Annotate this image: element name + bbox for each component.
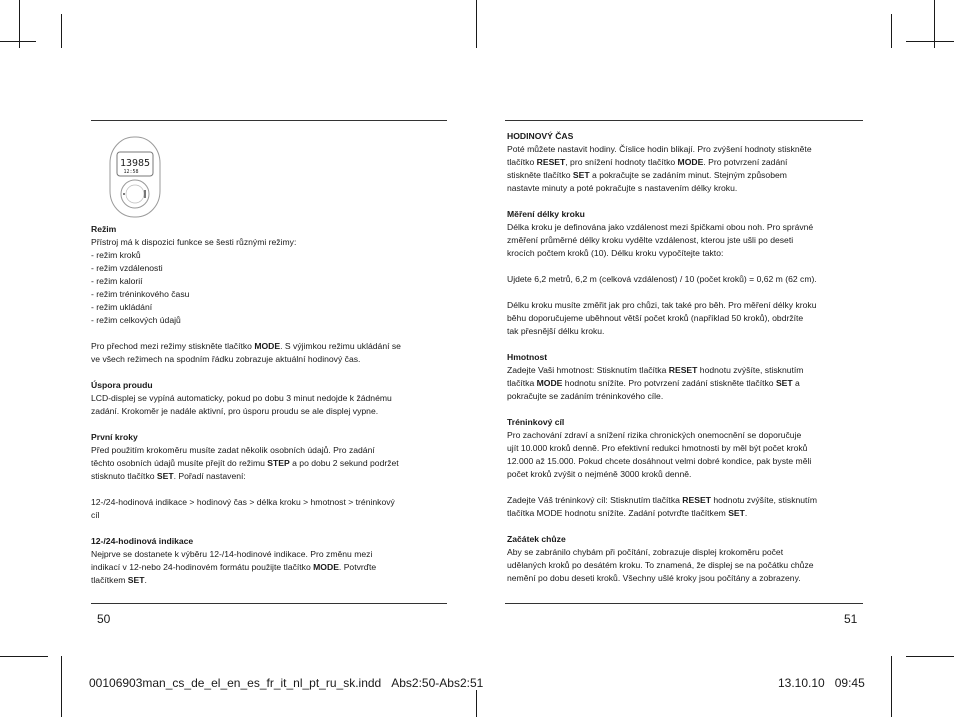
file-name: 00106903man_cs_de_el_en_es_fr_it_nl_pt_ru_sk.indd <box>89 676 382 690</box>
crop-mark <box>476 0 477 48</box>
file-slug <box>89 676 483 690</box>
time: 09:45 <box>834 676 865 690</box>
section-stride: Měření délky kroku Délka kroku je definována jako vzdálenost mezi špičkami obou noh. Pro správné změření průměrné délky kroku vydělte vzdálenost, kterou jste ušli po deseti krocích počtem kroků (10). Délku kroku vypočítejte takto: <box>507 208 867 260</box>
paragraph: Zadejte Váš tréninkový cíl: Stisknutím tlačítka RESET hodnotu zvýšíte, stisknutím tlačítka MODE hodnotu snížíte. Zadání potvrďte tlačítkem SET. <box>507 495 817 518</box>
section-title: Měření délky kroku <box>507 209 585 219</box>
paragraph: Ujdete 6,2 metrů, 6,2 m (celková vzdálenost) / 10 (počet kroků) = 0,62 m (62 cm). <box>507 274 817 284</box>
section-title: Úspora proudu <box>91 380 153 390</box>
crop-mark <box>906 656 954 657</box>
section-title: Začátek chůze <box>507 534 566 544</box>
section-title: První kroky <box>91 432 138 442</box>
crop-mark <box>891 656 892 717</box>
list-item: - režim vzdálenosti <box>91 263 163 273</box>
list-item: - režim kroků <box>91 250 141 260</box>
left-column <box>91 223 451 600</box>
page-number-left: 50 <box>97 612 111 626</box>
paragraph: Délku kroku musíte změřit jak pro chůzi, tak také pro běh. Pro měření délky kroku běhu doporučujeme uběhnout větší počet kroků (například 50 kroků), obdržíte tak přesnější délku kroku. <box>507 300 817 336</box>
crop-mark <box>891 14 892 48</box>
display-main: 13985 <box>119 158 151 169</box>
section-mode: Režim Přístroj má k dispozici funkce se šesti různými režimy: - režim kroků - režim vzdálenosti - režim kalorií - režim tréninkového času - režim ukládání - režim celkových údajů <box>91 223 451 327</box>
section-weight: Hmotnost Zadejte Vaši hmotnost: Stisknutím tlačítka RESET hodnotu zvýšíte, stisknutím tlačítka MODE hodnotu snížíte. Pro potvrzení zadání stiskněte tlačítko SET a pokračujte se zadáním tréninkového cíle. <box>507 351 867 403</box>
section-title: HODINOVÝ ČAS <box>507 131 574 141</box>
list-item: - režim ukládání <box>91 302 153 312</box>
crop-mark <box>61 656 62 717</box>
crop-mark <box>0 656 48 657</box>
crop-mark <box>0 41 36 42</box>
list-item: - režim kalorií <box>91 276 143 286</box>
section-first-steps: První kroky Před použitím krokoměru musíte zadat několik osobních údajů. Pro zadání těchto osobních údajů musíte přejít do režimu STEP a po dobu 2 sekund podržet stisknuto tlačítko SET. Pořadí nastavení: <box>91 431 451 483</box>
section-title: Hmotnost <box>507 352 548 362</box>
section-start-walking: Začátek chůze Aby se zabránilo chybám při počítání, zobrazuje displej krokoměru počet udělaných kroků po desátém kroku. To znamená, že displej se na počátku chůze nemění po dobu deseti kroků. Všechny ušlé kroky jsou počítány a zobrazeny. <box>507 533 867 585</box>
footer-rule-left <box>91 603 447 604</box>
footer-rule-right <box>505 603 863 604</box>
paragraph: Pro přechod mezi režimy stiskněte tlačítko MODE. S výjimkou režimu ukládání se ve všech režimech na spodním řádku zobrazuje aktuální hodinový čas. <box>91 341 401 364</box>
section-title: Tréninkový cíl <box>507 417 565 427</box>
display-sub: 12:58 <box>123 169 139 175</box>
list-item: - režim celkových údajů <box>91 315 181 325</box>
page-number-right: 51 <box>844 612 858 626</box>
right-column <box>507 130 867 598</box>
section-power-saving: Úspora proudu LCD-displej se vypíná automaticky, pokud po dobu 3 minut nedojde k žádnému zadání. Krokoměr je nadále aktivní, pro úsporu proudu se ale displej vypne. <box>91 379 451 418</box>
date: 13.10.10 <box>778 676 825 690</box>
header-rule-left <box>91 120 447 121</box>
timestamp <box>778 676 865 690</box>
section-clock: HODINOVÝ ČAS Poté můžete nastavit hodiny. Číslice hodin blikají. Pro zvýšení hodnoty stiskněte tlačítko RESET, pro snížení hodnoty tlačítko MODE. Pro potvrzení zadání stiskněte tlačítko SET a pokračujte se zadáním minut. Stejným způsobem nastavte minuty a poté pokračujte s nastavením délky kroku. <box>507 130 867 195</box>
crop-mark <box>906 41 954 42</box>
header-rule-right <box>505 120 863 121</box>
crop-mark <box>476 690 477 717</box>
pedometer-illustration <box>109 136 161 218</box>
paragraph: 12-/24-hodinová indikace > hodinový čas > délka kroku > hmotnost > tréninkový cíl <box>91 497 395 520</box>
crop-mark <box>61 14 62 48</box>
section-title: 12-/24-hodinová indikace <box>91 536 194 546</box>
section-12-24-indication: 12-/24-hodinová indikace Nejprve se dostanete k výběru 12-/14-hodinové indikace. Pro změnu mezi indikací v 12-nebo 24-hodinovém formátu použijte tlačítko MODE. Potvrďte tlačítkem SET. <box>91 535 451 587</box>
list-item: - režim tréninkového času <box>91 289 190 299</box>
section-title: Režim <box>91 224 117 234</box>
page-range: Abs2:50-Abs2:51 <box>391 676 484 690</box>
section-training-goal: Tréninkový cíl Pro zachování zdraví a snížení rizika chronických onemocnění se doporučuje ujít 10.000 kroků denně. Pro efektivní redukci hmotnosti by měl být počet kroků 12.000 až 15.000. Pokud chcete dosáhnout velmi dobré kondice, pak byste měli počet kroků zvýšit o nejméně 3000 kroků denně. <box>507 416 867 481</box>
